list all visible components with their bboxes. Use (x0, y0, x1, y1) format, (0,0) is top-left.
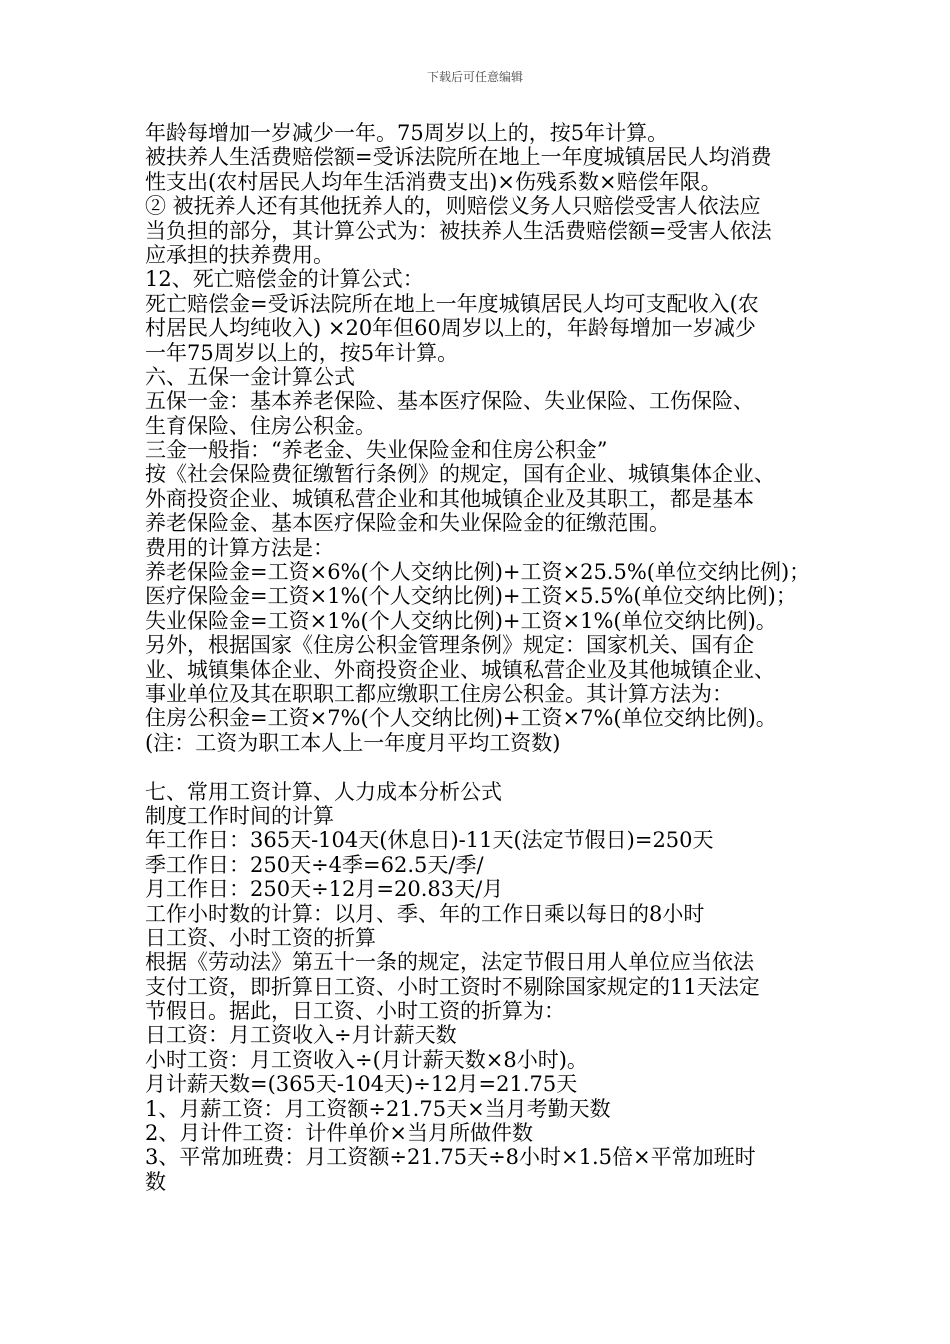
text-line: 按《社会保险费征缴暂行条例》的规定，国有企业、城镇集体企业、 (145, 462, 775, 487)
paragraph-gap (145, 755, 825, 779)
text-line: 失业保险金=工资×1%(个人交纳比例)+工资×1%(单位交纳比例)。 (145, 608, 777, 633)
header-note: 下载后可任意编辑 (426, 70, 523, 84)
text-line: 另外，根据国家《住房公积金管理条例》规定：国家机关、国有企 (145, 633, 754, 658)
text-line: (注：工资为职工本人上一年度月平均工资数) (145, 730, 561, 755)
text-line: 死亡赔偿金=受诉法院所在地上一年度城镇居民人均可支配收入(农 (145, 291, 759, 316)
text-line: 业、城镇集体企业、外商投资企业、城镇私营企业及其他城镇企业、 (145, 657, 775, 682)
text-line: 2、月计件工资：计件单价×当月所做件数 (145, 1121, 533, 1146)
text-line: 五保一金：基本养老保险、基本医疗保险、失业保险、工伤保险、 (145, 389, 754, 414)
text-line: 制度工作时间的计算 (145, 803, 334, 828)
text-line: 小时工资：月工资收入÷(月计薪天数×8小时)。 (145, 1047, 588, 1072)
text-line: 支付工资，即折算日工资、小时工资时不剔除国家规定的11天法定 (145, 974, 760, 999)
document-body (145, 121, 825, 1194)
text-line: 节假日。据此，日工资、小时工资的折算为： (145, 999, 565, 1024)
text-line: 七、常用工资计算、人力成本分析公式 (145, 779, 502, 804)
text-line: 日工资、小时工资的折算 (145, 925, 376, 950)
text-line: 住房公积金=工资×7%(个人交纳比例)+工资×7%(单位交纳比例)。 (145, 706, 777, 731)
text-line: 数 (145, 1169, 166, 1194)
section-a (145, 121, 825, 755)
text-line: 3、平常加班费：月工资额÷21.75天÷8小时×1.5倍×平常加班时 (145, 1145, 756, 1170)
text-line: 季工作日：250天÷4季=62.5天/季/ (145, 852, 484, 877)
text-line: 年工作日：365天-104天(休息日)-11天(法定节假日)=250天 (145, 828, 714, 853)
text-line: 村居民人均纯收入) ×20年但60周岁以上的，年龄每增加一岁减少 (145, 316, 756, 341)
text-line: 事业单位及其在职职工都应缴职工住房公积金。其计算方法为： (145, 681, 733, 706)
text-line: 月工作日：250天÷12月=20.83天/月 (145, 877, 504, 902)
text-line: 生育保险、住房公积金。 (145, 413, 376, 438)
text-line: ② 被抚养人还有其他抚养人的，则赔偿义务人只赔偿受害人依法应 (145, 194, 761, 219)
text-line: 被扶养人生活费赔偿额=受诉法院所在地上一年度城镇居民人均消费 (145, 145, 772, 170)
text-line: 应承担的扶养费用。 (145, 242, 334, 267)
text-line: 一年75周岁以上的，按5年计算。 (145, 340, 459, 365)
text-line: 六、五保一金计算公式 (145, 364, 355, 389)
text-line: 费用的计算方法是： (145, 535, 334, 560)
text-line: 12、死亡赔偿金的计算公式： (145, 267, 424, 292)
section-b (145, 780, 825, 1195)
text-line: 月计薪天数=(365天-104天)÷12月=21.75天 (145, 1072, 578, 1097)
text-line: 养老保险金=工资×6%(个人交纳比例)+工资×25.5%(单位交纳比例)； (145, 560, 811, 585)
text-line: 性支出(农村居民人均年生活消费支出)×伤残系数×赔偿年限。 (145, 169, 722, 194)
text-line: 年龄每增加一岁减少一年。75周岁以上的，按5年计算。 (145, 121, 669, 145)
text-line: 根据《劳动法》第五十一条的规定，法定节假日用人单位应当依法 (145, 950, 754, 975)
text-line: 三金一般指：“养老金、失业保险金和住房公积金” (145, 438, 608, 463)
text-line: 外商投资企业、城镇私营企业和其他城镇企业及其职工，都是基本 (145, 486, 754, 511)
text-line: 1、月薪工资：月工资额÷21.75天×当月考勤天数 (145, 1096, 611, 1121)
text-line: 工作小时数的计算：以月、季、年的工作日乘以每日的8小时 (145, 901, 705, 926)
text-line: 医疗保险金=工资×1%(个人交纳比例)+工资×5.5%(单位交纳比例)； (145, 584, 797, 609)
text-line: 当负担的部分，其计算公式为：被扶养人生活费赔偿额=受害人依法 (145, 218, 772, 243)
text-line: 养老保险金、基本医疗保险金和失业保险金的征缴范围。 (145, 511, 670, 536)
text-line: 日工资：月工资收入÷月计薪天数 (145, 1023, 457, 1048)
